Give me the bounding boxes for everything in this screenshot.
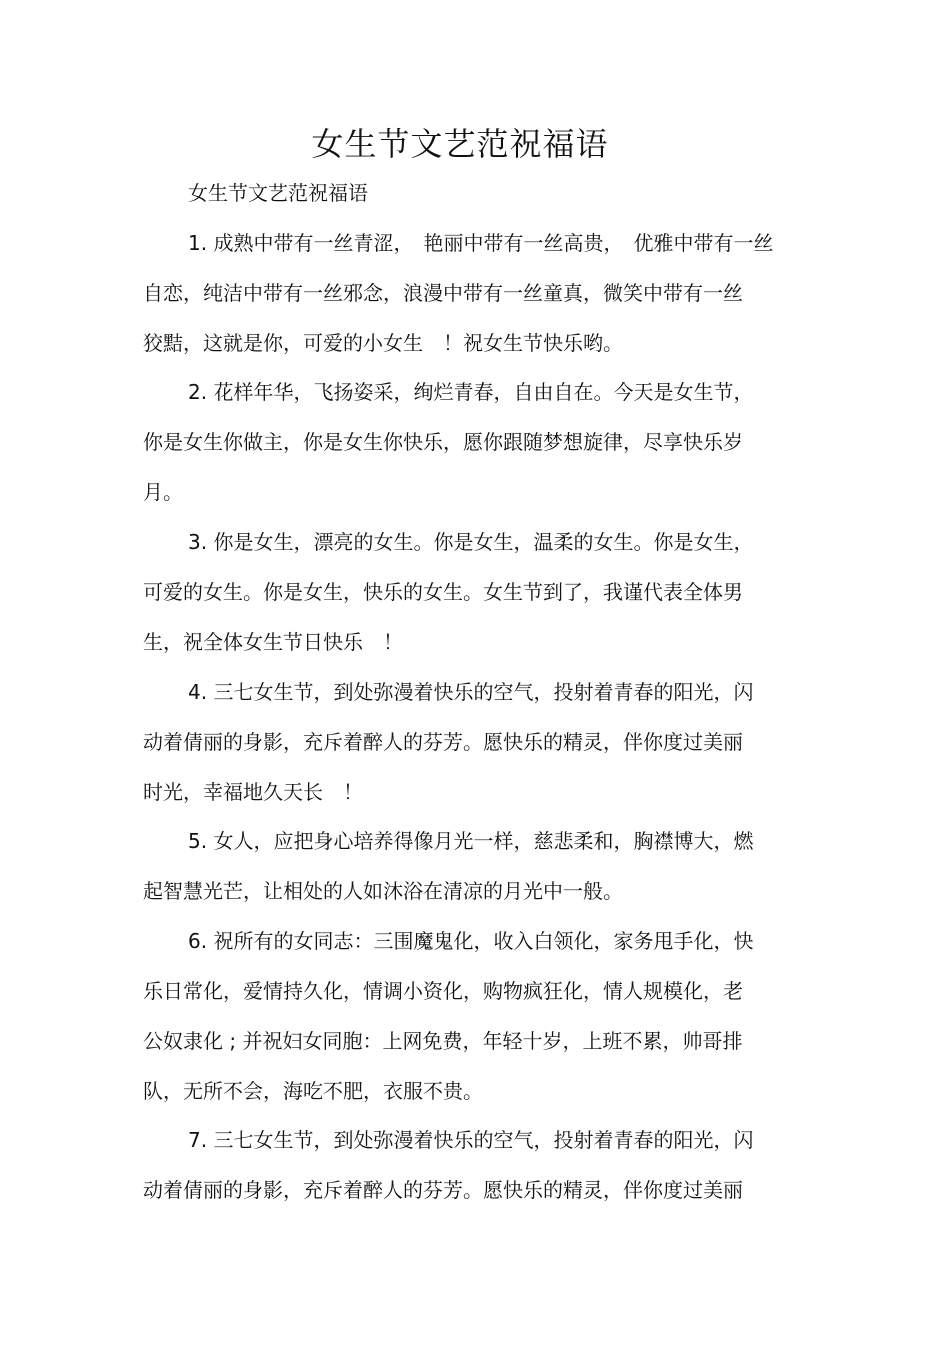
paragraph-line: 起智慧光芒，让相处的人如沐浴在清凉的月光中一般。 bbox=[143, 879, 623, 903]
paragraph-line: 狡黠，这就是你，可爱的小女生 ！祝女生节快乐哟。 bbox=[143, 331, 623, 355]
paragraph-line: 6. 祝所有的女同志：三围魔鬼化，收入白领化，家务甩手化，快 bbox=[188, 929, 754, 953]
paragraph-line: 2. 花样年华，飞扬姿采，绚烂青春，自由自在。今天是女生节， bbox=[188, 380, 754, 404]
page-title: 女生节文艺范祝福语 bbox=[311, 125, 609, 163]
paragraph-line: 生，祝全体女生节日快乐 ！ bbox=[143, 630, 403, 654]
paragraph-line: 4. 三七女生节，到处弥漫着快乐的空气，投射着青春的阳光，闪 bbox=[188, 680, 754, 704]
paragraph-line: 乐日常化，爱情持久化，情调小资化，购物疯狂化，情人规模化，老 bbox=[143, 979, 743, 1003]
document-subtitle: 女生节文艺范祝福语 bbox=[188, 181, 368, 205]
paragraph-line: 公奴隶化 ; 并祝妇女同胞：上网免费，年轻十岁，上班不累，帅哥排 bbox=[143, 1029, 743, 1053]
paragraph-line: 月。 bbox=[143, 480, 183, 504]
paragraph-line: 你是女生你做主，你是女生你快乐，愿你跟随梦想旋律，尽享快乐岁 bbox=[143, 430, 743, 454]
paragraph-line: 动着倩丽的身影，充斥着醉人的芬芳。愿快乐的精灵，伴你度过美丽 bbox=[143, 730, 743, 754]
paragraph-line: 1. 成熟中带有一丝青涩， 艳丽中带有一丝高贵， 优雅中带有一丝 bbox=[188, 231, 774, 255]
paragraph-line: 时光，幸福地久天长 ！ bbox=[143, 780, 363, 804]
paragraph-line: 5. 女人，应把身心培养得像月光一样，慈悲柔和，胸襟博大，燃 bbox=[188, 829, 754, 853]
paragraph-line: 3. 你是女生，漂亮的女生。你是女生，温柔的女生。你是女生， bbox=[188, 530, 754, 554]
paragraph-line: 自恋，纯洁中带有一丝邪念，浪漫中带有一丝童真，微笑中带有一丝 bbox=[143, 281, 743, 305]
paragraph-line: 动着倩丽的身影，充斥着醉人的芬芳。愿快乐的精灵，伴你度过美丽 bbox=[143, 1178, 743, 1202]
paragraph-line: 队，无所不会，海吃不肥，衣服不贵。 bbox=[143, 1079, 483, 1103]
paragraph-line: 7. 三七女生节，到处弥漫着快乐的空气，投射着青春的阳光，闪 bbox=[188, 1128, 754, 1152]
paragraph-line: 可爱的女生。你是女生，快乐的女生。女生节到了，我谨代表全体男 bbox=[143, 580, 743, 604]
